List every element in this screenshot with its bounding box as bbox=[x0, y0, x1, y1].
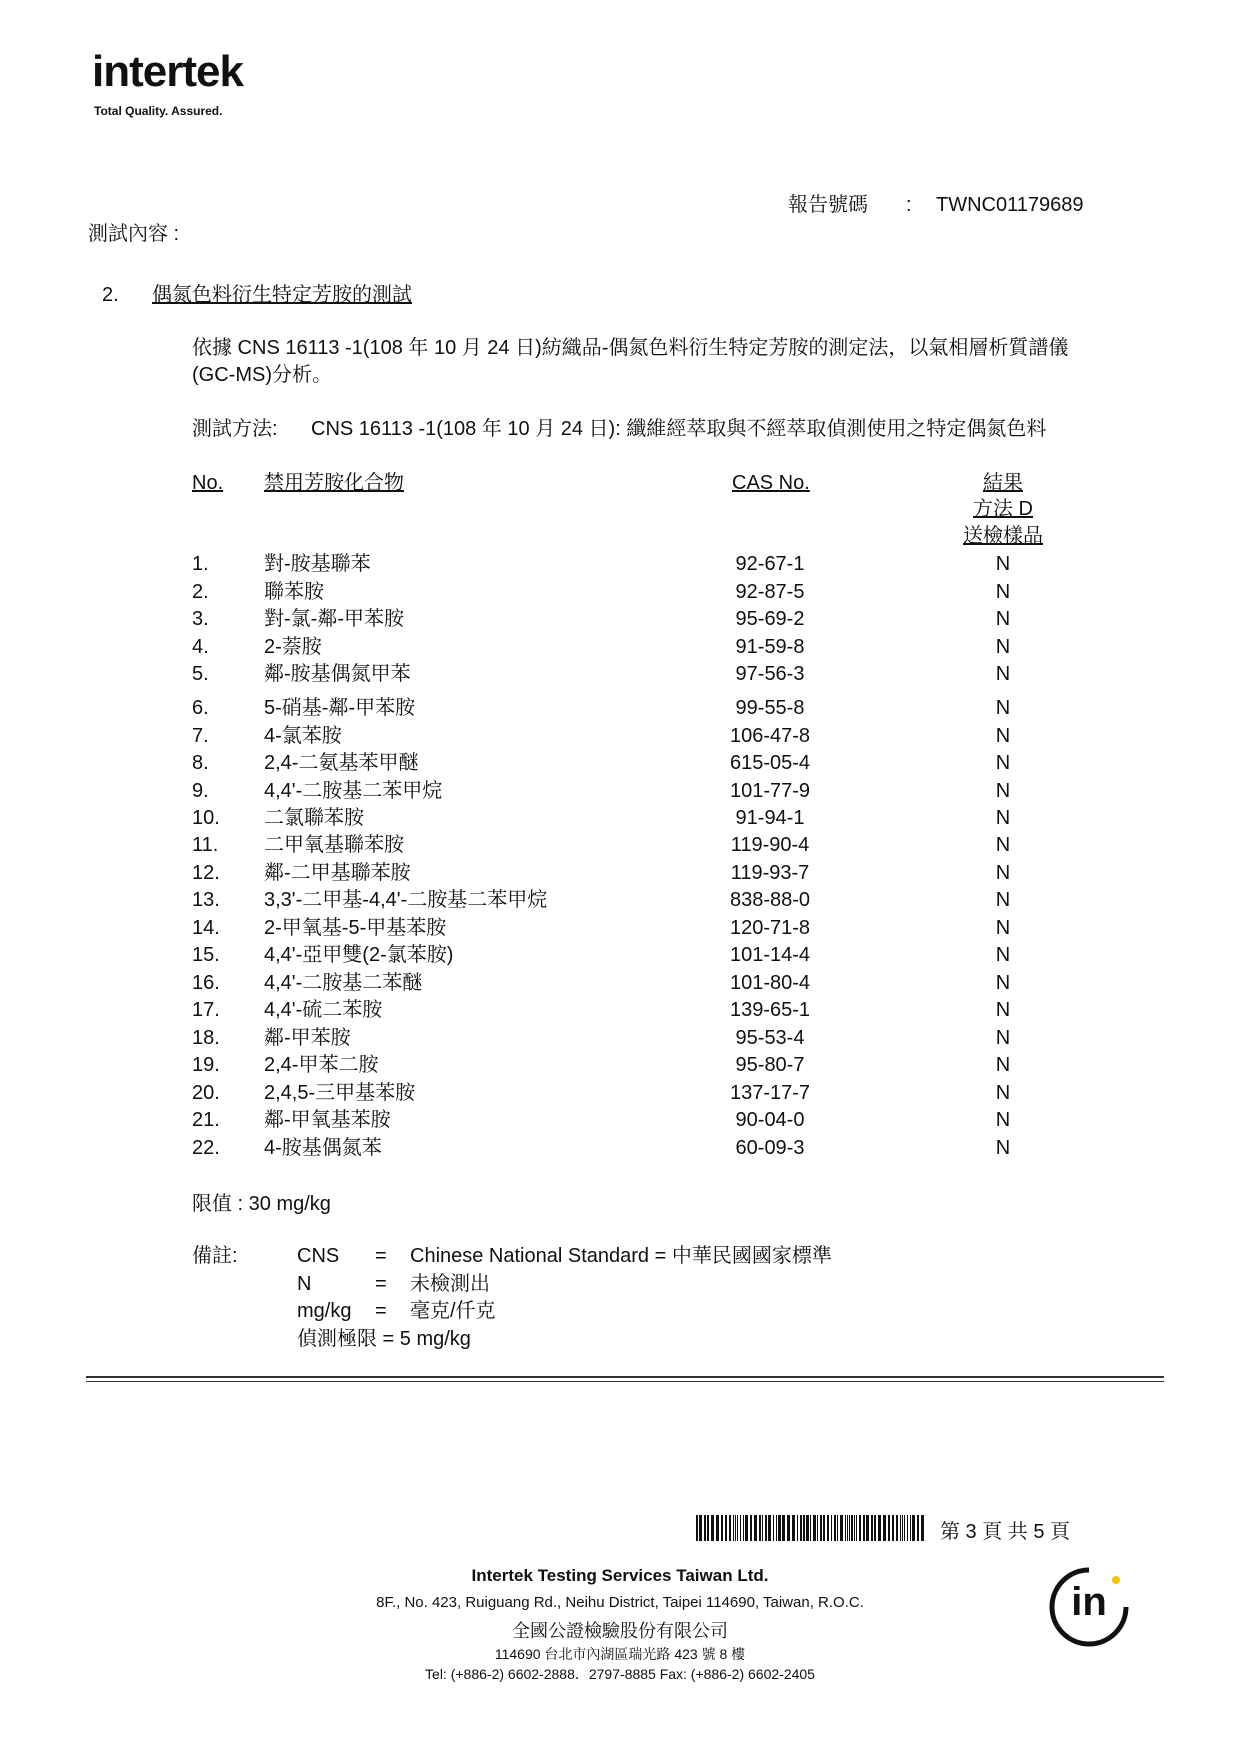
barcode-bar bbox=[912, 1515, 915, 1541]
barcode-bar bbox=[904, 1515, 905, 1541]
note-value: 毫克/仟克 bbox=[410, 1300, 496, 1322]
barcode-bar bbox=[888, 1515, 890, 1541]
barcode-bar bbox=[762, 1515, 763, 1541]
row-compound: 聯苯胺 bbox=[264, 581, 324, 603]
row-cas: 101-77-9 bbox=[729, 780, 811, 802]
row-compound: 3,3'-二甲基-4,4'-二胺基二苯甲烷 bbox=[264, 889, 548, 911]
barcode-bar bbox=[735, 1515, 736, 1541]
row-compound: 4,4'-二胺基二苯醚 bbox=[264, 972, 423, 994]
row-result: N bbox=[995, 608, 1011, 630]
barcode-bar bbox=[696, 1515, 698, 1541]
report-no-label: 報告號碼 bbox=[788, 194, 868, 216]
barcode-bar bbox=[759, 1515, 761, 1541]
barcode-bar bbox=[716, 1515, 719, 1541]
row-result: N bbox=[995, 807, 1011, 829]
row-number: 20. bbox=[192, 1082, 220, 1104]
row-number: 21. bbox=[192, 1109, 220, 1131]
barcode-bar bbox=[823, 1515, 825, 1541]
row-number: 15. bbox=[192, 944, 220, 966]
row-result: N bbox=[995, 1109, 1011, 1131]
row-result: N bbox=[995, 834, 1011, 856]
barcode-bar bbox=[910, 1515, 911, 1541]
row-cas: 91-59-8 bbox=[735, 636, 805, 658]
barcode-bar bbox=[704, 1515, 706, 1541]
row-number: 14. bbox=[192, 917, 220, 939]
barcode-bar bbox=[921, 1515, 924, 1541]
barcode-bar bbox=[699, 1515, 702, 1541]
barcode-bar bbox=[813, 1515, 816, 1541]
barcode-bar bbox=[707, 1515, 709, 1541]
method-text: CNS 16113 -1(108 年 10 月 24 日): 纖維經萃取與不經萃取偵測使用之特定偶氮色料 bbox=[311, 418, 1047, 440]
note-value: Chinese National Standard = 中華民國國家標準 bbox=[410, 1245, 832, 1267]
row-cas: 92-67-1 bbox=[735, 553, 805, 575]
basis-line-1: 依據 CNS 16113 -1(108 年 10 月 24 日)紡織品-偶氮色料衍生特定芳胺的測定法，以氣相層析質譜儀 bbox=[192, 337, 1069, 359]
barcode-bar bbox=[849, 1515, 850, 1541]
row-result: N bbox=[995, 1137, 1011, 1159]
section-number: 2. bbox=[102, 284, 119, 306]
barcode-bar bbox=[827, 1515, 829, 1541]
col-header-no: No. bbox=[192, 472, 224, 494]
row-cas: 139-65-1 bbox=[729, 999, 811, 1021]
row-compound: 2-萘胺 bbox=[264, 636, 322, 658]
note-value: 未檢測出 bbox=[410, 1273, 490, 1295]
badge-text: in bbox=[1071, 1580, 1107, 1624]
barcode-bar bbox=[743, 1515, 744, 1541]
note-key: mg/kg bbox=[297, 1300, 352, 1322]
row-compound: 2,4-二氨基苯甲醚 bbox=[264, 752, 419, 774]
row-compound: 4,4'-硫二苯胺 bbox=[264, 999, 383, 1021]
barcode-bar bbox=[896, 1515, 898, 1541]
barcode-bar bbox=[768, 1515, 771, 1541]
footer-company-en: Intertek Testing Services Taiwan Ltd. bbox=[471, 1566, 769, 1585]
barcode-bar bbox=[754, 1515, 757, 1541]
detection-limit: 偵測極限 = 5 mg/kg bbox=[297, 1328, 471, 1350]
barcode-bar bbox=[725, 1515, 727, 1541]
col-header-result: 結果 bbox=[983, 472, 1023, 494]
row-compound: 對-胺基聯苯 bbox=[264, 553, 371, 575]
section-title: 偶氮色料衍生特定芳胺的測試 bbox=[152, 284, 412, 306]
intertek-badge-icon bbox=[1048, 1566, 1130, 1648]
row-compound: 對-氯-鄰-甲苯胺 bbox=[264, 608, 404, 630]
footer-company-zh: 全國公證檢驗股份有限公司 bbox=[512, 1621, 728, 1641]
barcode-bar bbox=[787, 1515, 790, 1541]
row-cas: 95-80-7 bbox=[735, 1054, 805, 1076]
row-compound: 二甲氧基聯苯胺 bbox=[264, 834, 404, 856]
note-eq: = bbox=[375, 1300, 387, 1322]
row-cas: 99-55-8 bbox=[735, 697, 805, 719]
row-cas: 95-53-4 bbox=[735, 1027, 805, 1049]
row-cas: 101-14-4 bbox=[729, 944, 811, 966]
barcode-bar bbox=[745, 1515, 748, 1541]
row-cas: 120-71-8 bbox=[729, 917, 811, 939]
barcode-bar bbox=[782, 1515, 785, 1541]
row-compound: 4,4'-亞甲雙(2-氯苯胺) bbox=[264, 944, 454, 966]
row-number: 3. bbox=[192, 608, 209, 630]
row-cas: 119-93-7 bbox=[730, 862, 810, 884]
row-number: 5. bbox=[192, 663, 209, 685]
barcode-bar bbox=[892, 1515, 894, 1541]
row-result: N bbox=[995, 581, 1011, 603]
method-label: 測試方法: bbox=[192, 418, 278, 440]
barcode-bar bbox=[729, 1515, 731, 1541]
barcode-bar bbox=[711, 1515, 714, 1541]
row-compound: 2,4-甲苯二胺 bbox=[264, 1054, 379, 1076]
row-cas: 119-90-4 bbox=[730, 834, 810, 856]
limit-value: 限值 : 30 mg/kg bbox=[192, 1193, 331, 1215]
col-header-method: 方法 D bbox=[973, 498, 1033, 520]
row-number: 16. bbox=[192, 972, 220, 994]
row-compound: 鄰-甲氧基苯胺 bbox=[264, 1109, 391, 1131]
barcode-bar bbox=[800, 1515, 802, 1541]
row-result: N bbox=[995, 780, 1011, 802]
barcode-bar bbox=[721, 1515, 723, 1541]
row-number: 9. bbox=[192, 780, 209, 802]
barcode-bar bbox=[776, 1515, 777, 1541]
row-cas: 90-04-0 bbox=[735, 1109, 805, 1131]
row-number: 8. bbox=[192, 752, 209, 774]
note-key: CNS bbox=[297, 1245, 340, 1267]
row-result: N bbox=[995, 1082, 1011, 1104]
note-eq: = bbox=[375, 1245, 387, 1267]
row-number: 7. bbox=[192, 725, 209, 747]
barcode-bar bbox=[817, 1515, 818, 1541]
test-content-label: 測試內容 : bbox=[88, 223, 180, 245]
barcode-bar bbox=[900, 1515, 901, 1541]
row-cas: 106-47-8 bbox=[729, 725, 811, 747]
row-number: 10. bbox=[192, 807, 220, 829]
row-number: 4. bbox=[192, 636, 209, 658]
row-compound: 4,4'-二胺基二苯甲烷 bbox=[264, 780, 443, 802]
row-result: N bbox=[995, 553, 1011, 575]
row-result: N bbox=[995, 636, 1011, 658]
barcode-bar bbox=[871, 1515, 873, 1541]
footer-address-zh: 114690 台北市內湖區瑞光路 423 號 8 樓 bbox=[494, 1646, 746, 1662]
basis-line-2: (GC-MS)分析。 bbox=[192, 364, 332, 386]
barcode-bar bbox=[837, 1515, 838, 1541]
row-number: 1. bbox=[192, 553, 209, 575]
note-eq: = bbox=[375, 1273, 387, 1295]
barcode-bar bbox=[863, 1515, 865, 1541]
row-compound: 鄰-二甲基聯苯胺 bbox=[264, 862, 411, 884]
row-number: 19. bbox=[192, 1054, 220, 1076]
note-key: N bbox=[297, 1273, 312, 1295]
row-cas: 101-80-4 bbox=[729, 972, 811, 994]
row-number: 12. bbox=[192, 862, 220, 884]
barcode-bar bbox=[803, 1515, 805, 1541]
report-no-colon: : bbox=[906, 194, 912, 216]
row-compound: 2,4,5-三甲基苯胺 bbox=[264, 1082, 416, 1104]
barcode-bar bbox=[797, 1515, 798, 1541]
barcode-bar bbox=[866, 1515, 869, 1541]
report-no-value: TWNC01179689 bbox=[936, 194, 1084, 216]
barcode-bar bbox=[878, 1515, 881, 1541]
barcode-bar bbox=[831, 1515, 832, 1541]
barcode-bar bbox=[845, 1515, 846, 1541]
barcode-bar bbox=[902, 1515, 903, 1541]
row-number: 17. bbox=[192, 999, 220, 1021]
row-result: N bbox=[995, 725, 1011, 747]
barcode-bar bbox=[820, 1515, 822, 1541]
row-number: 11. bbox=[192, 834, 219, 856]
row-number: 2. bbox=[192, 581, 209, 603]
barcode-bar bbox=[874, 1515, 876, 1541]
col-header-sample: 送檢樣品 bbox=[963, 525, 1043, 547]
barcode-bar bbox=[907, 1515, 908, 1541]
row-cas: 137-17-7 bbox=[729, 1082, 811, 1104]
row-result: N bbox=[995, 972, 1011, 994]
footer-contact: Tel: (+886-2) 6602-2888．2797-8885 Fax: (+886-2) 6602-2405 bbox=[425, 1666, 815, 1682]
logo-tagline: Total Quality. Assured. bbox=[94, 104, 223, 118]
barcode-bar bbox=[750, 1515, 752, 1541]
notes-label: 備註: bbox=[192, 1245, 238, 1267]
col-header-compound: 禁用芳胺化合物 bbox=[264, 472, 404, 494]
row-result: N bbox=[995, 944, 1011, 966]
intertek-logo: intertek bbox=[92, 47, 243, 96]
barcode-bar bbox=[917, 1515, 919, 1541]
col-header-cas: CAS No. bbox=[732, 472, 810, 494]
barcode-bar bbox=[806, 1515, 809, 1541]
barcode-bar bbox=[840, 1515, 843, 1541]
row-compound: 5-硝基-鄰-甲苯胺 bbox=[264, 697, 416, 719]
row-cas: 60-09-3 bbox=[735, 1137, 805, 1159]
row-cas: 97-56-3 bbox=[735, 663, 805, 685]
row-compound: 鄰-甲苯胺 bbox=[264, 1027, 351, 1049]
barcode-bar bbox=[854, 1515, 855, 1541]
barcode bbox=[696, 1515, 928, 1541]
barcode-bar bbox=[810, 1515, 811, 1541]
row-result: N bbox=[995, 999, 1011, 1021]
row-compound: 鄰-胺基偶氮甲苯 bbox=[264, 663, 411, 685]
row-cas: 92-87-5 bbox=[735, 581, 805, 603]
page-number: 第 3 頁 共 5 頁 bbox=[940, 1521, 1071, 1543]
row-result: N bbox=[995, 889, 1011, 911]
barcode-bar bbox=[847, 1515, 848, 1541]
row-compound: 2-甲氧基-5-甲基苯胺 bbox=[264, 917, 447, 939]
barcode-bar bbox=[859, 1515, 861, 1541]
row-result: N bbox=[995, 663, 1011, 685]
row-result: N bbox=[995, 752, 1011, 774]
row-compound: 二氯聯苯胺 bbox=[264, 807, 364, 829]
barcode-bar bbox=[765, 1515, 767, 1541]
row-number: 18. bbox=[192, 1027, 220, 1049]
row-result: N bbox=[995, 862, 1011, 884]
row-result: N bbox=[995, 1027, 1011, 1049]
barcode-bar bbox=[773, 1515, 774, 1541]
barcode-bar bbox=[778, 1515, 781, 1541]
divider-rule-thin bbox=[86, 1381, 1164, 1382]
row-number: 13. bbox=[192, 889, 220, 911]
barcode-bar bbox=[737, 1515, 738, 1541]
barcode-bar bbox=[733, 1515, 734, 1541]
footer-address-en: 8F., No. 423, Ruiguang Rd., Neihu District, Taipei 114690, Taiwan, R.O.C. bbox=[376, 1594, 864, 1611]
barcode-bar bbox=[740, 1515, 741, 1541]
barcode-bar bbox=[792, 1515, 795, 1541]
row-result: N bbox=[995, 1054, 1011, 1076]
divider-rule bbox=[86, 1376, 1164, 1378]
row-number: 6. bbox=[192, 697, 209, 719]
row-compound: 4-胺基偶氮苯 bbox=[264, 1137, 382, 1159]
row-compound: 4-氯苯胺 bbox=[264, 725, 342, 747]
row-cas: 838-88-0 bbox=[729, 889, 811, 911]
barcode-bar bbox=[851, 1515, 853, 1541]
barcode-bar bbox=[834, 1515, 836, 1541]
row-cas: 615-05-4 bbox=[729, 752, 811, 774]
row-result: N bbox=[995, 697, 1011, 719]
row-cas: 91-94-1 bbox=[735, 807, 805, 829]
row-result: N bbox=[995, 917, 1011, 939]
barcode-bar bbox=[856, 1515, 857, 1541]
barcode-bar bbox=[883, 1515, 886, 1541]
row-number: 22. bbox=[192, 1137, 220, 1159]
row-cas: 95-69-2 bbox=[735, 608, 805, 630]
